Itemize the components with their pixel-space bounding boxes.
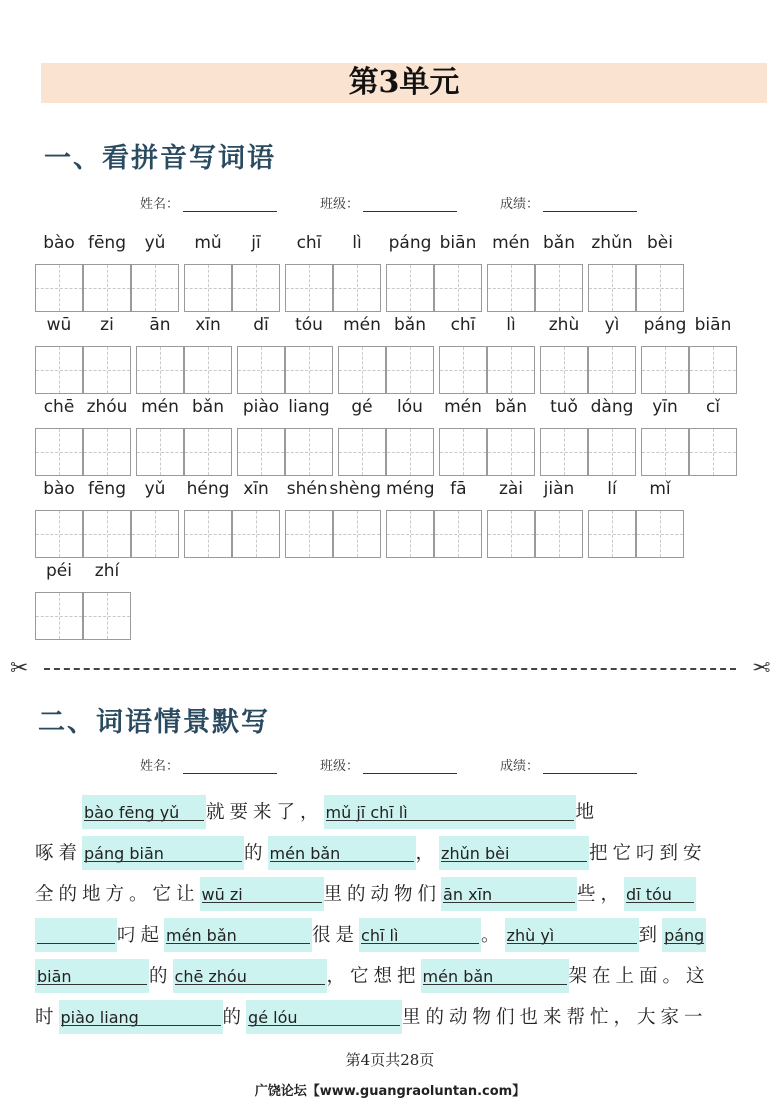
writing-boxes bbox=[487, 510, 583, 558]
pinyin-syllable: wū bbox=[46, 315, 72, 335]
tianzige-box[interactable] bbox=[588, 346, 636, 394]
tianzige-box[interactable] bbox=[136, 346, 184, 394]
pinyin-label bbox=[237, 397, 333, 421]
tianzige-box[interactable] bbox=[487, 428, 535, 476]
passage-text: 地 bbox=[575, 802, 600, 823]
writing-boxes bbox=[588, 264, 684, 312]
score-field[interactable] bbox=[543, 758, 637, 774]
pinyin-syllable: héng bbox=[186, 479, 230, 499]
name-field[interactable] bbox=[183, 758, 277, 774]
pinyin-label bbox=[641, 397, 737, 421]
writing-boxes bbox=[184, 510, 280, 558]
tianzige-box[interactable] bbox=[487, 264, 535, 312]
pinyin-label bbox=[588, 479, 684, 503]
class-label: 班级： bbox=[320, 197, 360, 212]
passage-text: 很是 bbox=[312, 925, 360, 946]
passage-text bbox=[35, 795, 82, 829]
pinyin-syllable: páng bbox=[643, 315, 687, 335]
passage-text: 把它叼到安 bbox=[589, 843, 707, 864]
word-group bbox=[35, 397, 131, 477]
passage-text: ， bbox=[415, 843, 440, 864]
tianzige-box[interactable] bbox=[636, 510, 684, 558]
tianzige-box[interactable] bbox=[487, 346, 535, 394]
pinyin-syllable: bǎn bbox=[543, 233, 575, 253]
pinyin-syllable: mǔ bbox=[194, 233, 222, 253]
passage-text: 叼起 bbox=[117, 925, 165, 946]
writing-boxes bbox=[184, 264, 280, 312]
fill-blank[interactable]: zhǔn bèi bbox=[439, 836, 589, 870]
passage-text: 时 bbox=[35, 1007, 59, 1028]
word-group bbox=[439, 315, 535, 395]
student-info-row-2 bbox=[0, 755, 780, 779]
passage-text: 些， bbox=[577, 884, 625, 905]
pinyin-label bbox=[439, 397, 535, 421]
writing-boxes bbox=[338, 428, 434, 476]
pinyin-syllable: bèi bbox=[647, 233, 673, 253]
pinyin-syllable: péi bbox=[46, 561, 72, 581]
writing-boxes bbox=[35, 592, 131, 640]
tianzige-box[interactable] bbox=[588, 264, 636, 312]
section1-title: 一、看拼音写词语 bbox=[44, 143, 276, 174]
name-label: 姓名： bbox=[140, 759, 180, 774]
tianzige-box[interactable] bbox=[588, 510, 636, 558]
tianzige-box[interactable] bbox=[232, 264, 280, 312]
pinyin-syllable: xīn bbox=[195, 315, 221, 335]
tianzige-box[interactable] bbox=[439, 346, 487, 394]
passage-text: 的 bbox=[149, 966, 173, 987]
pinyin-syllable: mén bbox=[343, 315, 381, 335]
pinyin-syllable: zhí bbox=[94, 561, 120, 581]
passage-text: 的 bbox=[222, 1007, 247, 1028]
pinyin-label bbox=[386, 233, 482, 257]
tianzige-box[interactable] bbox=[386, 264, 434, 312]
tianzige-box[interactable] bbox=[386, 510, 434, 558]
word-group bbox=[386, 233, 482, 313]
pinyin-syllable: ān bbox=[149, 315, 171, 335]
pinyin-label bbox=[35, 561, 131, 585]
cut-line bbox=[10, 656, 770, 682]
tianzige-box[interactable] bbox=[689, 428, 737, 476]
pinyin-syllable: lí bbox=[607, 479, 617, 499]
word-group bbox=[540, 397, 636, 477]
tianzige-box[interactable] bbox=[434, 264, 482, 312]
pinyin-label bbox=[35, 233, 179, 257]
pinyin-label bbox=[641, 315, 737, 339]
tianzige-box[interactable] bbox=[535, 510, 583, 558]
writing-boxes bbox=[136, 346, 232, 394]
tianzige-box[interactable] bbox=[184, 428, 232, 476]
pinyin-syllable: tóu bbox=[295, 315, 323, 335]
tianzige-box[interactable] bbox=[636, 264, 684, 312]
tianzige-box[interactable] bbox=[35, 592, 83, 640]
tianzige-box[interactable] bbox=[131, 264, 179, 312]
pinyin-syllable: biān bbox=[694, 315, 732, 335]
word-group bbox=[35, 315, 131, 395]
word-group bbox=[285, 479, 381, 559]
pinyin-syllable: shén bbox=[286, 479, 328, 499]
word-group bbox=[237, 315, 333, 395]
tianzige-box[interactable] bbox=[184, 346, 232, 394]
pinyin-label bbox=[237, 315, 333, 339]
tianzige-box[interactable] bbox=[136, 428, 184, 476]
word-group bbox=[35, 561, 131, 641]
passage-text: 。 bbox=[481, 925, 505, 946]
writing-boxes bbox=[386, 510, 482, 558]
word-group bbox=[540, 315, 636, 395]
pinyin-syllable: zi bbox=[100, 315, 114, 335]
pinyin-syllable: mén bbox=[492, 233, 530, 253]
word-group bbox=[641, 397, 737, 477]
word-group bbox=[237, 397, 333, 477]
tianzige-box[interactable] bbox=[588, 428, 636, 476]
word-group bbox=[285, 233, 381, 313]
tianzige-box[interactable] bbox=[487, 510, 535, 558]
pinyin-label bbox=[338, 315, 434, 339]
pinyin-syllable: páng bbox=[388, 233, 432, 253]
pinyin-syllable: bào bbox=[43, 233, 75, 253]
passage-text: 啄着 bbox=[35, 843, 83, 864]
fill-blank[interactable]: chī lì bbox=[359, 918, 481, 952]
pinyin-syllable: dàng bbox=[590, 397, 634, 417]
tianzige-box[interactable] bbox=[35, 510, 83, 558]
writing-boxes bbox=[35, 346, 131, 394]
scissors-icon: ✂ bbox=[751, 656, 770, 681]
writing-boxes bbox=[237, 346, 333, 394]
writing-boxes bbox=[285, 510, 381, 558]
pinyin-label bbox=[184, 479, 280, 503]
passage-line bbox=[35, 1000, 708, 1034]
pinyin-syllable: mǐ bbox=[649, 479, 671, 499]
word-group bbox=[641, 315, 737, 395]
pinyin-label bbox=[540, 315, 636, 339]
pinyin-syllable: jī bbox=[251, 233, 261, 253]
fill-blank[interactable]: mǔ jī chī lì bbox=[324, 795, 576, 829]
pinyin-syllable: fā bbox=[450, 479, 467, 499]
tianzige-box[interactable] bbox=[35, 264, 83, 312]
word-group bbox=[184, 233, 280, 313]
pinyin-syllable: bǎn bbox=[192, 397, 224, 417]
tianzige-box[interactable] bbox=[338, 428, 386, 476]
tianzige-box[interactable] bbox=[35, 428, 83, 476]
pinyin-label bbox=[184, 233, 280, 257]
pinyin-label bbox=[35, 397, 131, 421]
fill-blank[interactable]: piào liang bbox=[59, 1000, 223, 1034]
tianzige-box[interactable] bbox=[184, 264, 232, 312]
pinyin-syllable: shèng bbox=[329, 479, 381, 499]
pinyin-label bbox=[439, 315, 535, 339]
score-field[interactable] bbox=[543, 196, 637, 212]
tianzige-box[interactable] bbox=[285, 428, 333, 476]
score-label: 成绩： bbox=[500, 759, 540, 774]
tianzige-box[interactable] bbox=[83, 510, 131, 558]
pinyin-label bbox=[487, 479, 583, 503]
tianzige-box[interactable] bbox=[232, 510, 280, 558]
tianzige-box[interactable] bbox=[439, 428, 487, 476]
score-label: 成绩： bbox=[500, 197, 540, 212]
pinyin-syllable: biān bbox=[439, 233, 477, 253]
word-group bbox=[136, 315, 232, 395]
pinyin-label bbox=[35, 315, 131, 339]
fill-blank[interactable]: páng bbox=[662, 918, 706, 952]
pinyin-syllable: bǎn bbox=[495, 397, 527, 417]
pinyin-syllable: lóu bbox=[397, 397, 423, 417]
tianzige-box[interactable] bbox=[83, 346, 131, 394]
passage-text: 里的动物们也来帮忙，大家一 bbox=[402, 1007, 708, 1028]
fill-blank[interactable]: gé lóu bbox=[246, 1000, 402, 1034]
tianzige-box[interactable] bbox=[338, 346, 386, 394]
writing-boxes bbox=[237, 428, 333, 476]
word-group bbox=[35, 479, 179, 559]
passage-text: 全的地方。它让 bbox=[35, 884, 200, 905]
writing-boxes bbox=[386, 264, 482, 312]
writing-boxes bbox=[136, 428, 232, 476]
tianzige-box[interactable] bbox=[535, 264, 583, 312]
writing-boxes bbox=[588, 510, 684, 558]
passage-text: 就要来了， bbox=[206, 802, 324, 823]
tianzige-box[interactable] bbox=[540, 346, 588, 394]
pinyin-syllable: liang bbox=[288, 397, 330, 417]
tianzige-box[interactable] bbox=[434, 510, 482, 558]
tianzige-box[interactable] bbox=[83, 264, 131, 312]
pinyin-label bbox=[285, 233, 381, 257]
pinyin-syllable: gé bbox=[351, 397, 373, 417]
passage-text: 里的动物们 bbox=[323, 884, 442, 905]
passage-text: 到 bbox=[638, 925, 663, 946]
pinyin-syllable: zhóu bbox=[86, 397, 128, 417]
pinyin-label bbox=[285, 479, 381, 503]
pinyin-syllable: chī bbox=[450, 315, 476, 335]
pinyin-syllable: yīn bbox=[652, 397, 678, 417]
class-label: 班级： bbox=[320, 759, 360, 774]
passage-text: ，它想把 bbox=[326, 966, 421, 987]
section2-title: 二、词语情景默写 bbox=[38, 707, 270, 738]
pinyin-syllable: yì bbox=[604, 315, 620, 335]
writing-boxes bbox=[338, 346, 434, 394]
writing-boxes bbox=[439, 428, 535, 476]
tianzige-box[interactable] bbox=[237, 346, 285, 394]
writing-boxes bbox=[35, 264, 179, 312]
tianzige-box[interactable] bbox=[237, 428, 285, 476]
pinyin-syllable: mén bbox=[141, 397, 179, 417]
pinyin-label bbox=[386, 479, 482, 503]
word-group bbox=[487, 479, 583, 559]
fill-blank[interactable]: zhù yì bbox=[505, 918, 639, 952]
pinyin-syllable: zhù bbox=[548, 315, 580, 335]
tianzige-box[interactable] bbox=[83, 428, 131, 476]
fill-blank[interactable]: wū zi bbox=[200, 877, 324, 911]
word-group bbox=[588, 479, 684, 559]
page-number: 第4页共28页 bbox=[345, 1051, 435, 1069]
passage-line bbox=[35, 959, 710, 993]
fill-blank[interactable]: mén bǎn bbox=[421, 959, 569, 993]
fill-blank[interactable] bbox=[35, 918, 117, 952]
tianzige-box[interactable] bbox=[285, 510, 333, 558]
pinyin-syllable: zài bbox=[498, 479, 524, 499]
pinyin-syllable: chī bbox=[296, 233, 322, 253]
writing-boxes bbox=[641, 346, 737, 394]
fill-blank[interactable]: bào fēng yǔ bbox=[82, 795, 206, 829]
student-info-row-1 bbox=[0, 193, 780, 217]
unit-banner bbox=[41, 63, 767, 103]
name-field[interactable] bbox=[183, 196, 277, 212]
tianzige-box[interactable] bbox=[540, 428, 588, 476]
pinyin-syllable: zhǔn bbox=[591, 233, 633, 253]
pinyin-syllable: bǎn bbox=[394, 315, 426, 335]
word-group bbox=[338, 315, 434, 395]
fill-blank[interactable]: biān bbox=[35, 959, 149, 993]
scissors-icon: ✂ bbox=[10, 656, 29, 681]
pinyin-syllable: xīn bbox=[243, 479, 269, 499]
writing-boxes bbox=[540, 428, 636, 476]
writing-boxes bbox=[641, 428, 737, 476]
pinyin-syllable: fēng bbox=[87, 479, 126, 499]
word-group bbox=[338, 397, 434, 477]
writing-boxes bbox=[487, 264, 583, 312]
word-group bbox=[588, 233, 684, 313]
passage-line bbox=[35, 836, 707, 870]
writing-boxes bbox=[285, 264, 381, 312]
writing-boxes bbox=[35, 428, 131, 476]
word-group bbox=[35, 233, 179, 313]
word-group bbox=[136, 397, 232, 477]
tianzige-box[interactable] bbox=[641, 428, 689, 476]
writing-boxes bbox=[35, 510, 179, 558]
fill-blank[interactable]: chē zhóu bbox=[173, 959, 327, 993]
tianzige-box[interactable] bbox=[131, 510, 179, 558]
pinyin-label bbox=[136, 315, 232, 339]
pinyin-syllable: cǐ bbox=[705, 397, 721, 417]
word-group bbox=[386, 479, 482, 559]
passage-text: 的 bbox=[244, 843, 268, 864]
pinyin-label bbox=[487, 233, 583, 257]
tianzige-box[interactable] bbox=[641, 346, 689, 394]
pinyin-label bbox=[588, 233, 684, 257]
pinyin-syllable: jiàn bbox=[543, 479, 575, 499]
fill-blank[interactable]: dī tóu bbox=[624, 877, 696, 911]
tianzige-box[interactable] bbox=[689, 346, 737, 394]
pinyin-syllable: yǔ bbox=[144, 233, 166, 253]
tianzige-box[interactable] bbox=[386, 428, 434, 476]
unit-title: 第3单元 bbox=[348, 65, 460, 100]
pinyin-syllable: lì bbox=[352, 233, 362, 253]
tianzige-box[interactable] bbox=[285, 346, 333, 394]
class-field[interactable] bbox=[363, 758, 457, 774]
pinyin-syllable: yǔ bbox=[144, 479, 166, 499]
tianzige-box[interactable] bbox=[333, 510, 381, 558]
pinyin-syllable: tuǒ bbox=[550, 397, 578, 417]
tianzige-box[interactable] bbox=[285, 264, 333, 312]
tianzige-box[interactable] bbox=[333, 264, 381, 312]
fill-blank[interactable]: mén bǎn bbox=[268, 836, 416, 870]
writing-boxes bbox=[540, 346, 636, 394]
word-group bbox=[184, 479, 280, 559]
dashed-divider bbox=[44, 668, 736, 670]
passage-text: 架在上面。这 bbox=[568, 966, 710, 987]
pinyin-syllable: chē bbox=[43, 397, 75, 417]
passage-line bbox=[35, 918, 706, 952]
word-group bbox=[439, 397, 535, 477]
pinyin-syllable: bào bbox=[43, 479, 75, 499]
name-label: 姓名： bbox=[140, 197, 180, 212]
fill-blank[interactable]: mén bǎn bbox=[164, 918, 312, 952]
pinyin-syllable: fēng bbox=[87, 233, 126, 253]
tianzige-box[interactable] bbox=[386, 346, 434, 394]
pinyin-label bbox=[338, 397, 434, 421]
tianzige-box[interactable] bbox=[83, 592, 131, 640]
class-field[interactable] bbox=[363, 196, 457, 212]
pinyin-label bbox=[136, 397, 232, 421]
pinyin-label bbox=[540, 397, 636, 421]
site-footer: 广饶论坛【www.guangraoluntan.com】 bbox=[254, 1084, 526, 1099]
tianzige-box[interactable] bbox=[184, 510, 232, 558]
pinyin-syllable: dī bbox=[253, 315, 269, 335]
tianzige-box[interactable] bbox=[35, 346, 83, 394]
fill-blank[interactable]: páng biān bbox=[82, 836, 244, 870]
passage-line bbox=[35, 877, 696, 911]
word-group bbox=[487, 233, 583, 313]
pinyin-syllable: méng bbox=[386, 479, 435, 499]
writing-boxes bbox=[439, 346, 535, 394]
passage-line bbox=[35, 795, 599, 829]
pinyin-syllable: lì bbox=[506, 315, 516, 335]
fill-blank[interactable]: ān xīn bbox=[441, 877, 577, 911]
pinyin-syllable: mén bbox=[444, 397, 482, 417]
pinyin-label bbox=[35, 479, 179, 503]
pinyin-syllable: piào bbox=[242, 397, 280, 417]
